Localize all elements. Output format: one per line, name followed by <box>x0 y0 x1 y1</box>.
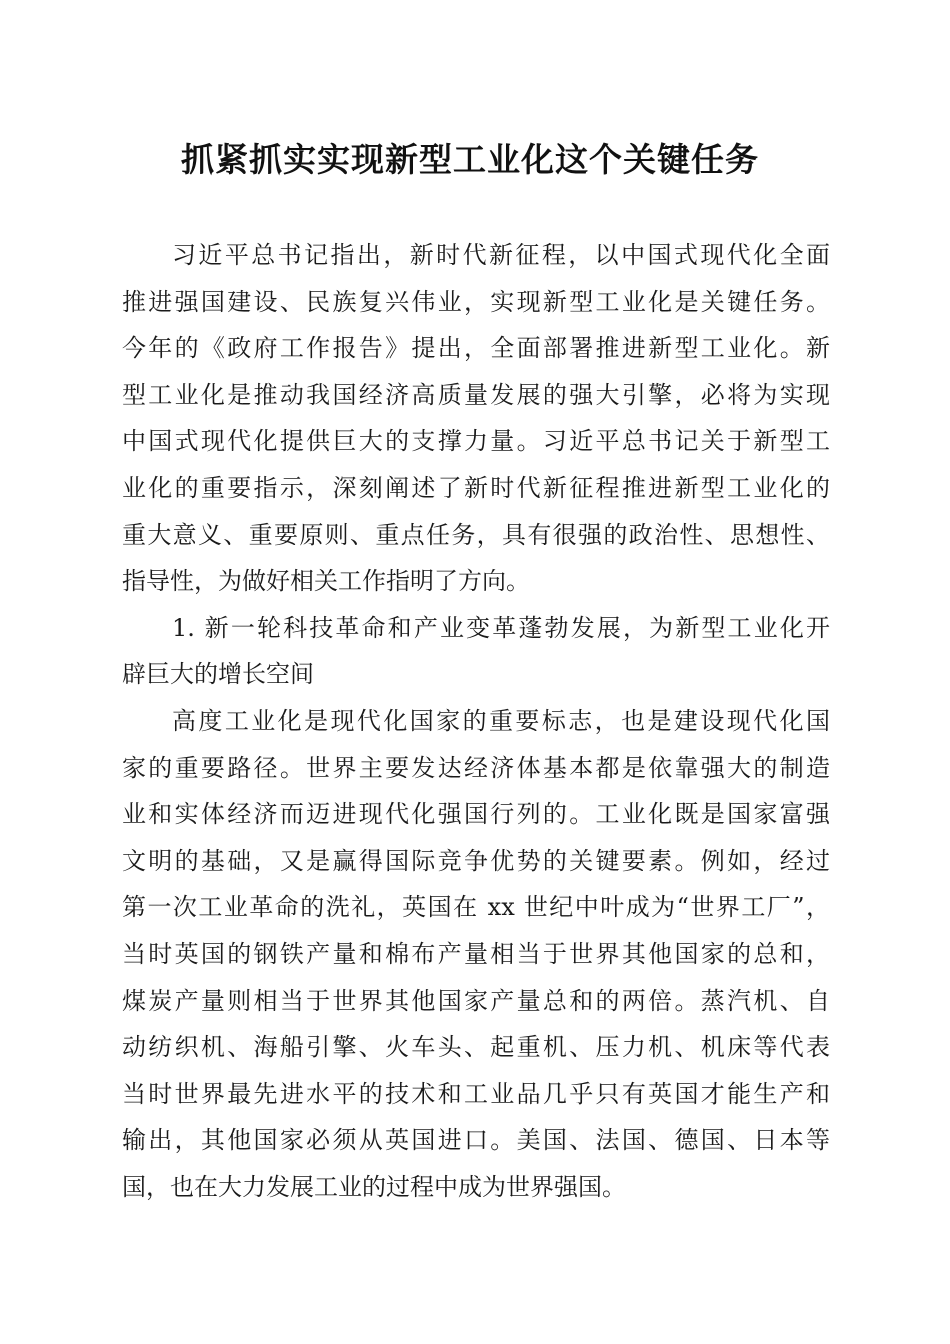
body-line: 国，也在大力发展工业的过程中成为世界强国。 <box>122 1172 626 1201</box>
body-line: 动纺织机、海船引擎、火车头、起重机、压力机、机床等代表 <box>122 1033 830 1062</box>
body-line: 中国式现代化提供巨大的支撑力量。习近平总书记关于新型工 <box>122 427 830 456</box>
body-line: 文明的基础，又是赢得国际竞争优势的关键要素。例如，经过 <box>122 846 830 875</box>
body-line: 型工业化是推动我国经济高质量发展的强大引擎，必将为实现 <box>122 380 830 409</box>
body-line: 推进强国建设、民族复兴伟业，实现新型工业化是关键任务。 <box>122 287 830 316</box>
section-heading-line: 辟巨大的增长空间 <box>122 660 314 689</box>
body-line: 指导性，为做好相关工作指明了方向。 <box>122 567 530 596</box>
body-line: 煤炭产量则相当于世界其他国家产量总和的两倍。蒸汽机、自 <box>122 986 830 1015</box>
document-title: 抓紧抓实实现新型工业化这个关键任务 <box>181 140 759 179</box>
body-line: 输出，其他国家必须从英国进口。美国、法国、德国、日本等 <box>122 1126 830 1155</box>
body-line: 第一次工业革命的洗礼，英国在 xx 世纪中叶成为“世界工厂”， <box>122 893 830 922</box>
body-line: 重大意义、重要原则、重点任务，具有很强的政治性、思想性、 <box>122 520 830 549</box>
body-line: 业化的重要指示，深刻阐述了新时代新征程推进新型工业化的 <box>122 473 830 502</box>
body-line: 当时英国的钢铁产量和棉布产量相当于世界其他国家的总和， <box>122 939 830 968</box>
body-line: 今年的《政府工作报告》提出，全面部署推进新型工业化。新 <box>122 334 830 363</box>
body-line: 业和实体经济而迈进现代化强国行列的。工业化既是国家富强 <box>122 800 830 829</box>
body-line: 习近平总书记指出，新时代新征程，以中国式现代化全面 <box>172 241 830 269</box>
section-heading-line: 1. 新一轮科技革命和产业变革蓬勃发展，为新型工业化开 <box>172 613 830 642</box>
body-line: 家的重要路径。世界主要发达经济体基本都是依靠强大的制造 <box>122 753 830 782</box>
body-line: 高度工业化是现代化国家的重要标志，也是建设现代化国 <box>172 706 830 735</box>
body-line: 当时世界最先进水平的技术和工业品几乎只有英国才能生产和 <box>122 1079 830 1108</box>
document-body <box>122 232 830 1210</box>
